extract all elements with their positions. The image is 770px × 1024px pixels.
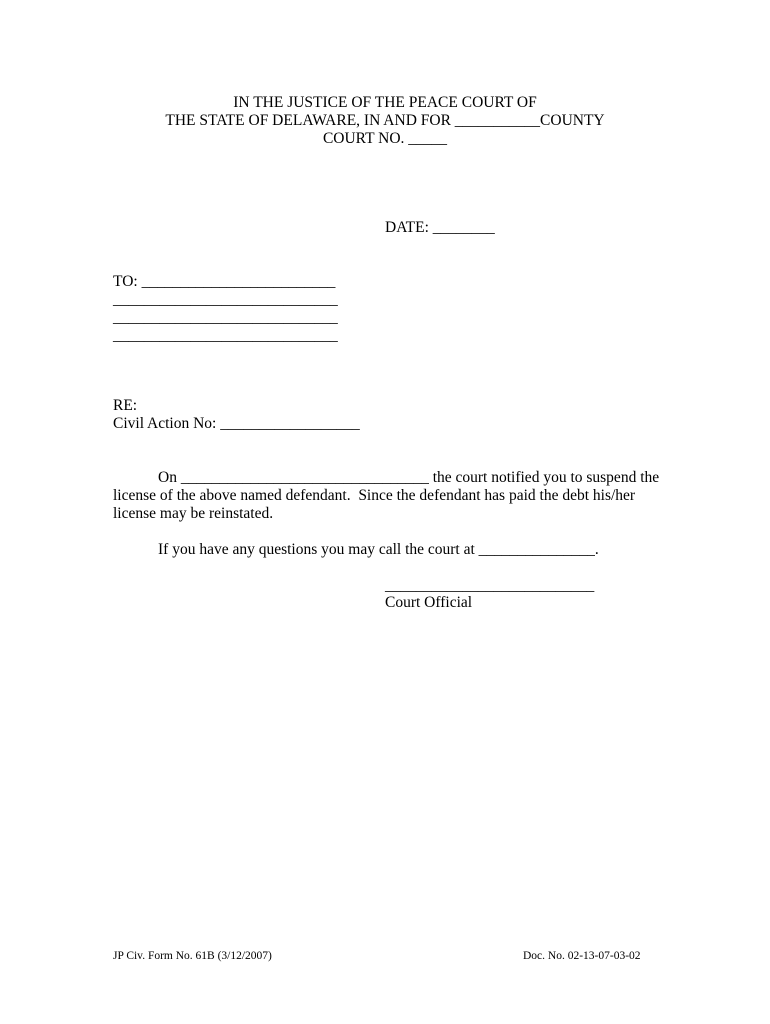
court-title-line-2: THE STATE OF DELAWARE, IN AND FOR ___________COUNTY — [165, 112, 605, 129]
form-number: JP Civ. Form No. 61B (3/12/2007) — [113, 950, 272, 962]
to-address-line-4: _____________________________ — [113, 327, 338, 344]
to-address-line-2: _____________________________ — [113, 291, 338, 308]
document-number: Doc. No. 02-13-07-03-02 — [523, 950, 641, 962]
to-address-line-3: _____________________________ — [113, 309, 338, 326]
notice-paragraph-line-2: license of the above named defendant. Since the defendant has paid the debt his/her — [113, 487, 636, 504]
date-line: DATE: ________ — [385, 219, 495, 236]
re-label: RE: — [113, 397, 138, 414]
civil-action-line: Civil Action No: __________________ — [113, 415, 360, 432]
court-number-line: COURT NO. _____ — [322, 130, 448, 147]
court-official-label: Court Official — [385, 594, 473, 611]
questions-paragraph: If you have any questions you may call the court at _______________. — [158, 541, 599, 558]
to-address-line-1: TO: _________________________ — [113, 273, 336, 290]
notice-paragraph-line-3: license may be reinstated. — [113, 505, 274, 522]
notice-paragraph-line-1: On ________________________________ the court notified you to suspend the — [158, 469, 660, 486]
signature-line: ___________________________ — [385, 577, 595, 594]
court-title-line-1: IN THE JUSTICE OF THE PEACE COURT OF — [233, 94, 537, 111]
